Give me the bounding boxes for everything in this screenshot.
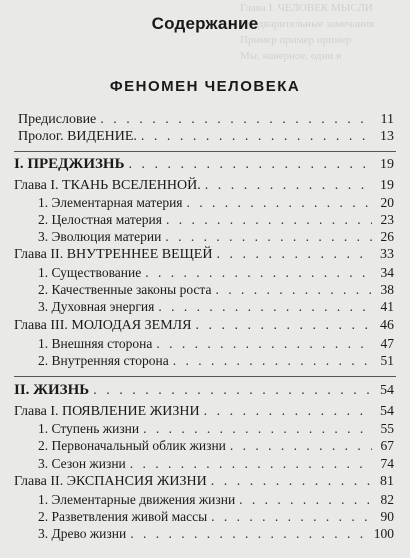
toc-entry-label: Глава II. ВНУТРЕННЕЕ ВЕЩЕЙ bbox=[14, 247, 213, 262]
contents-heading: Содержание bbox=[151, 14, 259, 33]
toc-section[interactable] bbox=[38, 456, 394, 476]
dot-leader bbox=[141, 129, 372, 145]
toc-entry-label: Глава I. ПОЯВЛЕНИЕ ЖИЗНИ bbox=[14, 404, 200, 419]
toc-entry-label: 2. Качественные законы роста bbox=[38, 282, 212, 297]
toc-entry-label: I. ПРЕДЖИЗНЬ bbox=[14, 156, 125, 172]
toc-entry-page: 20 bbox=[380, 195, 394, 210]
toc-entry-label: 1. Внешняя сторона bbox=[38, 336, 153, 351]
book-title: ФЕНОМЕН ЧЕЛОВЕКА bbox=[109, 78, 301, 95]
dot-leader bbox=[158, 299, 372, 315]
dot-leader bbox=[205, 178, 372, 194]
toc-entry-label: 2. Внутренняя сторона bbox=[38, 353, 169, 368]
section-divider bbox=[14, 376, 396, 377]
section-divider bbox=[14, 151, 396, 152]
toc-chapter[interactable] bbox=[14, 318, 394, 338]
ghost-line: Пример пример пример bbox=[240, 34, 352, 46]
toc-section[interactable] bbox=[38, 229, 394, 249]
toc-entry-label: 2. Целостная материя bbox=[38, 212, 162, 227]
toc-section[interactable] bbox=[38, 438, 394, 458]
toc-entry-prologue[interactable] bbox=[18, 129, 394, 149]
ghost-line: Глава I. ЧЕЛОВЕК МЫСЛИ bbox=[240, 2, 373, 14]
dot-leader bbox=[129, 157, 373, 173]
dot-leader bbox=[145, 265, 372, 281]
toc-entry-label: 2. Первоначальный облик жизни bbox=[38, 438, 226, 453]
dot-leader bbox=[130, 456, 372, 472]
toc-entry-page: 82 bbox=[380, 492, 394, 507]
dot-leader bbox=[130, 526, 370, 542]
toc-part-prelife[interactable] bbox=[14, 156, 394, 176]
dot-leader bbox=[100, 112, 372, 128]
toc-entry-page: 47 bbox=[380, 336, 394, 351]
toc-entry-page: 13 bbox=[380, 129, 394, 144]
dot-leader bbox=[239, 492, 372, 508]
toc-entry-label: 3. Древо жизни bbox=[38, 526, 127, 541]
toc-entry-label: II. ЖИЗНЬ bbox=[14, 382, 90, 398]
toc-entry-label: 2. Разветвления живой массы bbox=[38, 509, 208, 524]
toc-entry-label: Пролог. ВИДЕНИЕ. bbox=[18, 129, 137, 144]
ghost-line: Мы, наверное, одни в bbox=[240, 50, 342, 62]
toc-entry-page: 38 bbox=[380, 282, 394, 297]
toc-entry-label: 1. Ступень жизни bbox=[38, 421, 140, 436]
toc-entry-label: 1. Существование bbox=[38, 265, 142, 280]
toc-section[interactable] bbox=[38, 299, 394, 319]
toc-entry-label: 3. Сезон жизни bbox=[38, 456, 126, 471]
dot-leader bbox=[166, 212, 372, 228]
dot-leader bbox=[230, 438, 372, 454]
dot-leader bbox=[204, 404, 372, 420]
toc-chapter[interactable] bbox=[14, 247, 394, 267]
toc-entry-page: 23 bbox=[380, 212, 394, 227]
toc-entry-page: 81 bbox=[380, 474, 394, 489]
toc-part-life[interactable] bbox=[14, 382, 394, 402]
toc-entry-page: 19 bbox=[380, 178, 394, 193]
dot-leader bbox=[195, 318, 372, 334]
toc-entry-label: 1. Элементарные движения жизни bbox=[38, 492, 236, 507]
dot-leader bbox=[187, 195, 373, 211]
toc-entry-page: 100 bbox=[373, 526, 394, 541]
dot-leader bbox=[211, 509, 372, 525]
toc-entry-label: Глава II. ЭКСПАНСИЯ ЖИЗНИ bbox=[14, 474, 207, 489]
dot-leader bbox=[93, 383, 372, 399]
toc-entry-page: 54 bbox=[380, 383, 394, 398]
dot-leader bbox=[143, 421, 372, 437]
dot-leader bbox=[156, 336, 372, 352]
dot-leader bbox=[211, 474, 372, 490]
toc-entry-page: 51 bbox=[380, 353, 394, 368]
toc-entry-page: 11 bbox=[380, 112, 394, 127]
toc-section[interactable] bbox=[38, 353, 394, 373]
toc-entry-page: 34 bbox=[380, 265, 394, 280]
toc-entry-page: 46 bbox=[380, 318, 394, 333]
toc-entry-label: 3. Духовная энергия bbox=[38, 299, 155, 314]
dot-leader bbox=[215, 282, 372, 298]
toc-entry-label: 3. Эволюция материи bbox=[38, 229, 162, 244]
toc-entry-page: 90 bbox=[380, 509, 394, 524]
dot-leader bbox=[216, 247, 372, 263]
toc-entry-label: 1. Элементарная материя bbox=[38, 195, 183, 210]
ghost-line: Предварительные замечания bbox=[240, 18, 375, 30]
toc-entry-page: 33 bbox=[380, 247, 394, 262]
toc-entry-page: 41 bbox=[380, 299, 394, 314]
toc-entry-page: 54 bbox=[380, 404, 394, 419]
toc-entry-label: Предисловие bbox=[18, 112, 97, 127]
dot-leader bbox=[173, 353, 372, 369]
toc-entry-page: 26 bbox=[380, 229, 394, 244]
toc-entry-page: 55 bbox=[380, 421, 394, 436]
toc-entry-page: 67 bbox=[380, 438, 394, 453]
toc-chapter[interactable] bbox=[14, 474, 394, 494]
toc-entry-label: Глава III. МОЛОДАЯ ЗЕМЛЯ bbox=[14, 318, 192, 333]
toc-entry-label: Глава I. ТКАНЬ ВСЕЛЕННОЙ. bbox=[14, 178, 201, 193]
toc-entry-page: 74 bbox=[380, 456, 394, 471]
toc-section[interactable] bbox=[38, 526, 394, 546]
toc-entry-page: 19 bbox=[380, 157, 394, 172]
dot-leader bbox=[165, 229, 372, 245]
